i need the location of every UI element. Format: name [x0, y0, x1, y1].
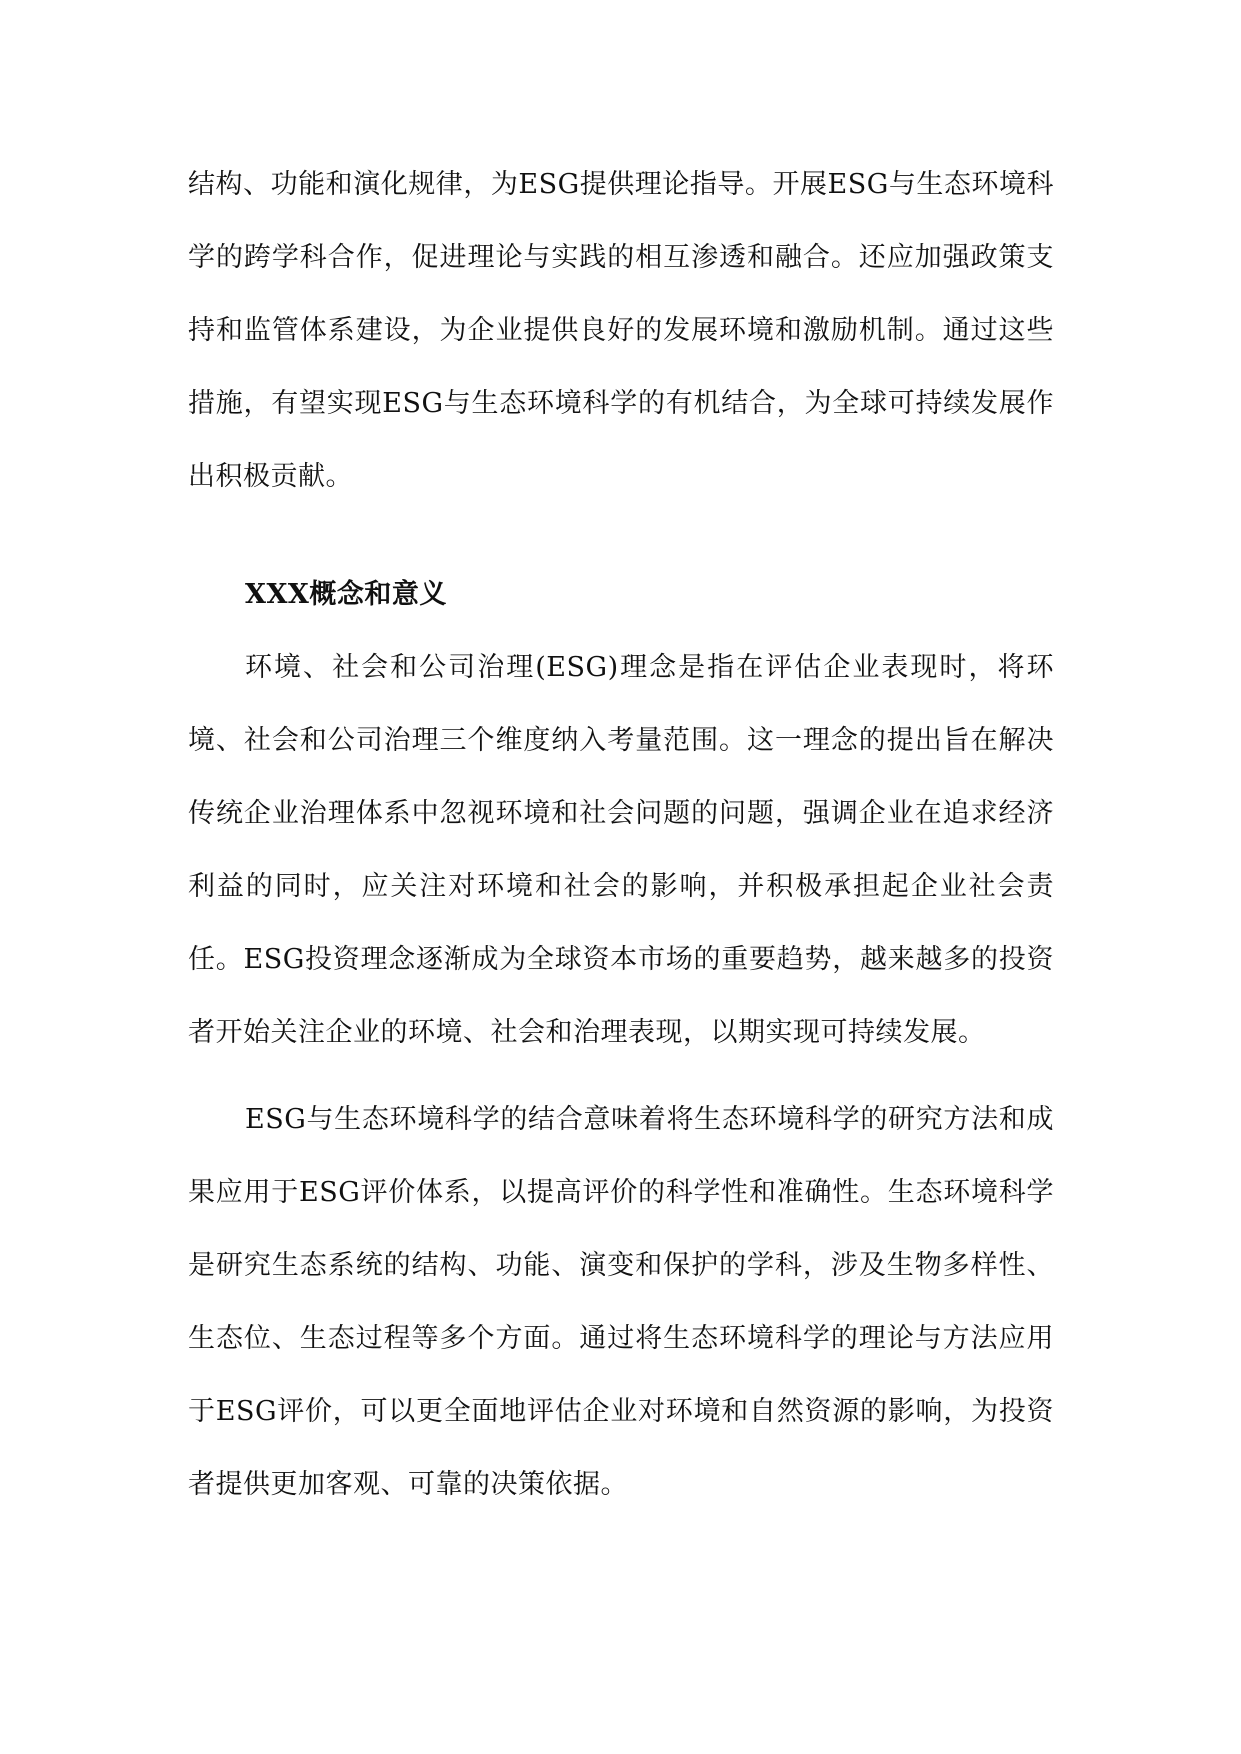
document-body — [188, 148, 1054, 1521]
section-heading: XXX概念和意义 — [245, 579, 447, 610]
paragraph-spacer — [188, 1069, 1054, 1083]
paragraph-esg-concept: 环境、社会和公司治理(ESG)理念是指在评估企业表现时，将环境、社会和公司治理三个维度纳入考量范围。这一理念的提出旨在解决传统企业治理体系中忽视环境和社会问题的问题，强调企业在追求经济利益的同时，应关注对环境和社会的影响，并积极承担起企业社会责任。ESG投资理念逐渐成为全球资本市场的重要趋势，越来越多的投资者开始关注企业的环境、社会和治理表现，以期实现可持续发展。 — [188, 652, 1054, 1048]
paragraph-esg-ecology: ESG与生态环境科学的结合意味着将生态环境科学的研究方法和成果应用于ESG评价体系，以提高评价的科学性和准确性。生态环境科学是研究生态系统的结构、功能、演变和保护的学科，涉及生物多样性、生态位、生态过程等多个方面。通过将生态环境科学的理论与方法应用于ESG评价，可以更全面地评估企业对环境和自然资源的影响，为投资者提供更加客观、可靠的决策依据。 — [188, 1104, 1054, 1500]
paragraph-continued: 结构、功能和演化规律，为ESG提供理论指导。开展ESG与生态环境科学的跨学科合作，促进理论与实践的相互渗透和融合。还应加强政策支持和监管体系建设，为企业提供良好的发展环境和激励机制。通过这些措施，有望实现ESG与生态环境科学的有机结合，为全球可持续发展作出积极贡献。 — [188, 169, 1054, 492]
